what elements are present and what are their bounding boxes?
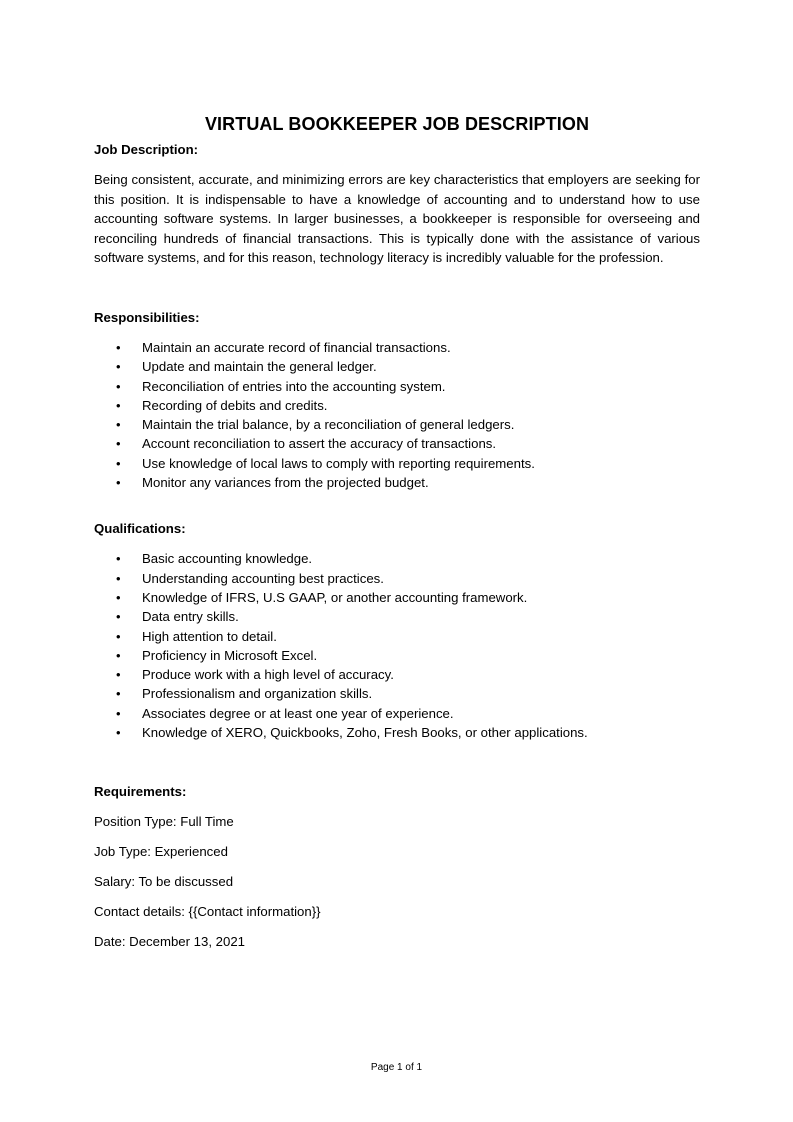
list-item [94, 549, 700, 568]
bullet-icon: • [116, 551, 121, 567]
list-item [94, 646, 700, 665]
section-spacer [94, 268, 700, 309]
requirements-heading: Requirements: [94, 784, 187, 800]
bullet-icon: • [116, 397, 121, 413]
list-item [94, 396, 700, 415]
salary: Salary: To be discussed [94, 874, 234, 890]
bullet-icon: • [116, 609, 121, 625]
responsibilities-list [94, 338, 700, 492]
bullet-icon: • [116, 705, 121, 721]
contact-details: Contact details: {{Contact information}} [94, 904, 321, 920]
job-description-heading: Job Description: [94, 142, 199, 157]
document-date: Date: December 13, 2021 [94, 934, 246, 950]
list-item [94, 454, 700, 473]
list-item-text: Use knowledge of local laws to comply with reporting requirements. [142, 455, 535, 471]
list-item [94, 434, 700, 453]
list-item-text: Knowledge of IFRS, U.S GAAP, or another accounting framework. [142, 589, 528, 605]
qualifications-list [94, 549, 700, 742]
list-item [94, 588, 700, 607]
list-item [94, 415, 700, 434]
list-item [94, 723, 700, 742]
list-item-text: Associates degree or at least one year of experience. [142, 705, 454, 721]
list-item-text: High attention to detail. [142, 628, 277, 644]
bullet-icon: • [116, 589, 121, 605]
bullet-icon: • [116, 455, 121, 471]
list-item [94, 338, 700, 357]
list-item [94, 357, 700, 376]
page-footer: Page 1 of 1 [370, 1062, 423, 1073]
section-spacer [94, 742, 700, 783]
list-item-text: Proficiency in Microsoft Excel. [142, 647, 318, 663]
bullet-icon: • [116, 378, 121, 394]
position-type: Position Type: Full Time [94, 814, 234, 830]
bullet-icon: • [116, 686, 121, 702]
bullet-icon: • [116, 339, 121, 355]
list-item-text: Account reconciliation to assert the accuracy of transactions. [142, 436, 497, 452]
list-item [94, 569, 700, 588]
job-type: Job Type: Experienced [94, 844, 228, 860]
list-item [94, 665, 700, 684]
list-item [94, 627, 700, 646]
bullet-icon: • [116, 667, 121, 683]
list-item-text: Monitor any variances from the projected budget. [142, 475, 429, 491]
bullet-icon: • [116, 725, 121, 741]
bullet-icon: • [116, 628, 121, 644]
list-item-text: Knowledge of XERO, Quickbooks, Zoho, Fresh Books, or other applications. [142, 725, 588, 741]
list-item-text: Understanding accounting best practices. [142, 570, 384, 586]
document-content [94, 113, 700, 951]
list-item [94, 377, 700, 396]
list-item-text: Recording of debits and credits. [142, 397, 328, 413]
list-item [94, 607, 700, 626]
list-item-text: Professionalism and organization skills. [142, 686, 373, 702]
bullet-icon: • [116, 436, 121, 452]
bullet-icon: • [116, 570, 121, 586]
list-item-text: Produce work with a high level of accuracy. [142, 667, 394, 683]
bullet-icon: • [116, 359, 121, 375]
document-title: VIRTUAL BOOKKEEPER JOB DESCRIPTION [204, 114, 590, 134]
list-item [94, 684, 700, 703]
list-item [94, 473, 700, 492]
list-item-text: Basic accounting knowledge. [142, 551, 313, 567]
list-item [94, 704, 700, 723]
list-item-text: Reconciliation of entries into the accounting system. [142, 378, 446, 394]
responsibilities-heading: Responsibilities: [94, 309, 200, 325]
list-item-text: Data entry skills. [142, 609, 239, 625]
bullet-icon: • [116, 647, 121, 663]
list-item-text: Maintain an accurate record of financial transactions. [142, 339, 451, 355]
job-description-text: Being consistent, accurate, and minimizing errors are key characteristics that employers are seeking for this position. It is indispensable to have a knowledge of accounting and to understand how to use accounting software systems. In larger businesses, a bookkeeper is responsible for overseeing and reconciling hundreds of financial transactions. This is typically done with the assistance of various software systems, and for this reason, technology literacy is incredibly valuable for the profession. [94, 172, 700, 266]
qualifications-heading: Qualifications: [94, 521, 186, 537]
bullet-icon: • [116, 475, 121, 491]
list-item-text: Update and maintain the general ledger. [142, 359, 377, 375]
bullet-icon: • [116, 417, 121, 433]
list-item-text: Maintain the trial balance, by a reconciliation of general ledgers. [142, 417, 515, 433]
section-spacer [94, 492, 700, 520]
